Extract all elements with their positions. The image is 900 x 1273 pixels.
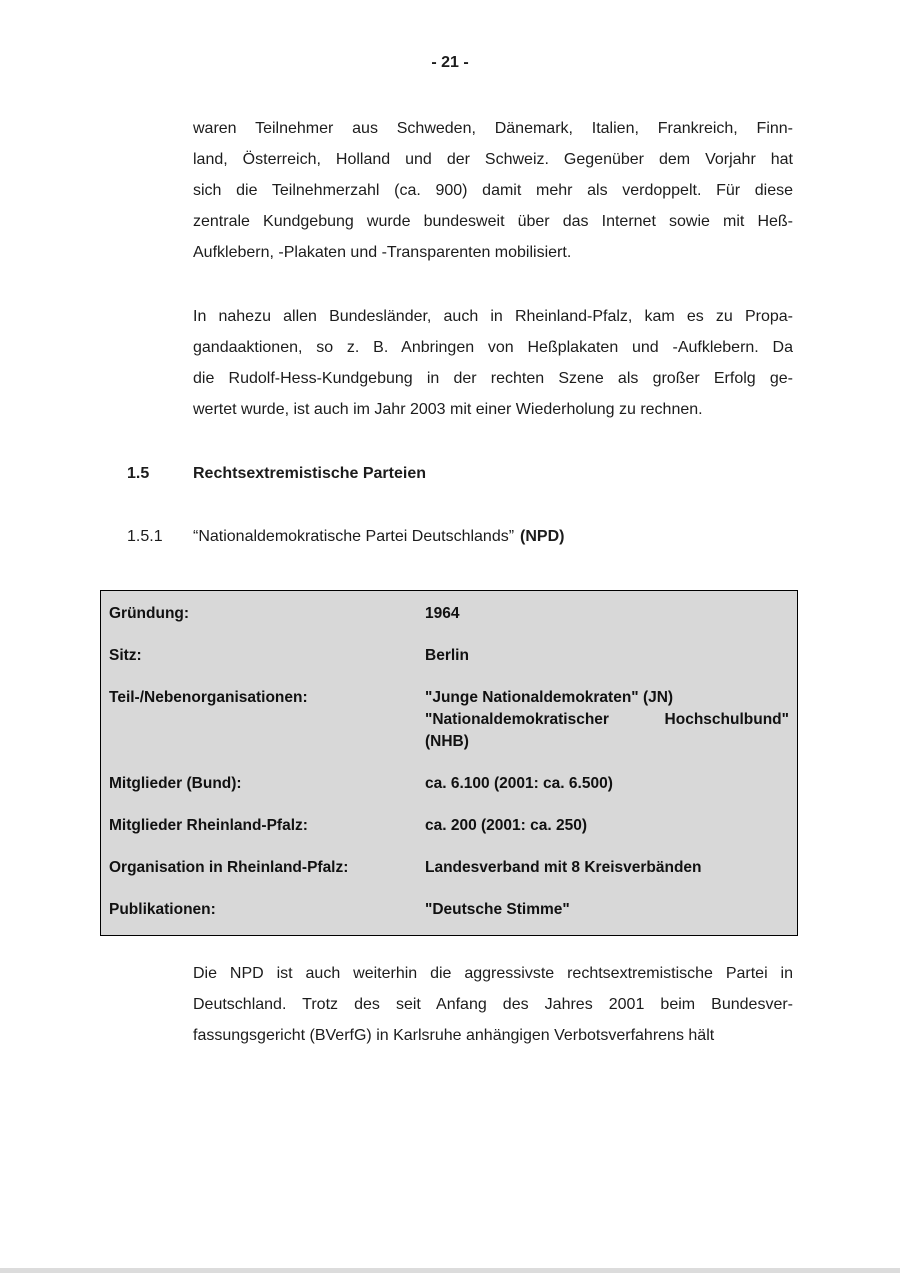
row-label: Mitglieder Rheinland-Pfalz: [109,817,308,834]
row-label: Publikationen: [109,901,216,918]
row-label: Gründung: [109,605,190,622]
section-number: 1.5 [127,465,150,482]
text-line: waren Teilnehmer aus Schweden, Dänemark, Italien, Frankreich, Finn- [193,120,793,137]
row-value [425,857,789,879]
row-label: Mitglieder (Bund): [109,775,242,792]
table-row [109,857,789,879]
table-row [109,773,789,795]
row-value [425,687,789,753]
page-number: - 21 - [431,54,469,71]
info-table [100,590,798,936]
text-line: zentrale Kundgebung wurde bundesweit über das Internet sowie mit Heß- [193,213,793,230]
row-value-line: Berlin [425,647,469,664]
text-line: wertet wurde, ist auch im Jahr 2003 mit einer Wiederholung zu rechnen. [193,401,703,418]
section-heading [127,463,797,485]
row-value-line: "Junge Nationaldemokraten" (JN) [425,689,674,706]
row-value-line: (NHB) [425,733,469,750]
row-value-line: Landesverband mit 8 Kreisverbänden [425,859,702,876]
subsection-heading [127,526,797,548]
table-row [109,815,789,837]
row-value-line: 1964 [425,605,460,622]
row-value [425,645,789,667]
page-bottom-edge [0,1268,900,1273]
row-label: Teil-/Nebenorganisationen: [109,689,308,706]
subsection-number: 1.5.1 [127,528,163,545]
table-row [109,603,789,625]
row-value-line: ca. 200 (2001: ca. 250) [425,817,588,834]
text-line: die Rudolf-Hess-Kundgebung in der rechten Szene als großer Erfolg ge- [193,370,793,387]
subsection-title-text: “Nationaldemokratische Partei Deutschlands” [193,528,515,545]
text-line: sich die Teilnehmerzahl (ca. 900) damit mehr als verdoppelt. Für diese [193,182,793,199]
row-label: Sitz: [109,647,142,664]
row-value [425,603,789,625]
text-line: gandaaktionen, so z. B. Anbringen von Heßplakaten und -Aufklebern. Da [193,339,793,356]
table-row [109,899,789,921]
text-line: In nahezu allen Bundesländer, auch in Rheinland-Pfalz, kam es zu Propa- [193,308,793,325]
row-value-line: "Deutsche Stimme" [425,901,570,918]
text-line: Die NPD ist auch weiterhin die aggressivste rechtsextremistische Partei in [193,965,793,982]
body-paragraph-2 [193,301,793,425]
row-value [425,815,789,837]
text-line: Aufklebern, -Plakaten und -Transparenten mobilisiert. [193,244,572,261]
row-value-line: "Nationaldemokratischer Hochschulbund" [425,711,789,728]
section-title: Rechtsextremistische Parteien [193,465,426,482]
row-value [425,773,789,795]
text-line: Deutschland. Trotz des seit Anfang des Jahres 2001 beim Bundesver- [193,996,793,1013]
row-label: Organisation in Rheinland-Pfalz: [109,859,349,876]
row-value [425,899,789,921]
table-row [109,645,789,667]
body-paragraph-1 [193,113,793,268]
body-paragraph-3 [193,958,793,1051]
subsection-title-bold: (NPD) [520,528,565,545]
table-row [109,687,789,753]
text-line: land, Österreich, Holland und der Schweiz. Gegenüber dem Vorjahr hat [193,151,793,168]
row-value-line: ca. 6.100 (2001: ca. 6.500) [425,775,613,792]
subsection-title [193,526,564,548]
text-line: fassungsgericht (BVerfG) in Karlsruhe anhängigen Verbotsverfahrens hält [193,1027,715,1044]
